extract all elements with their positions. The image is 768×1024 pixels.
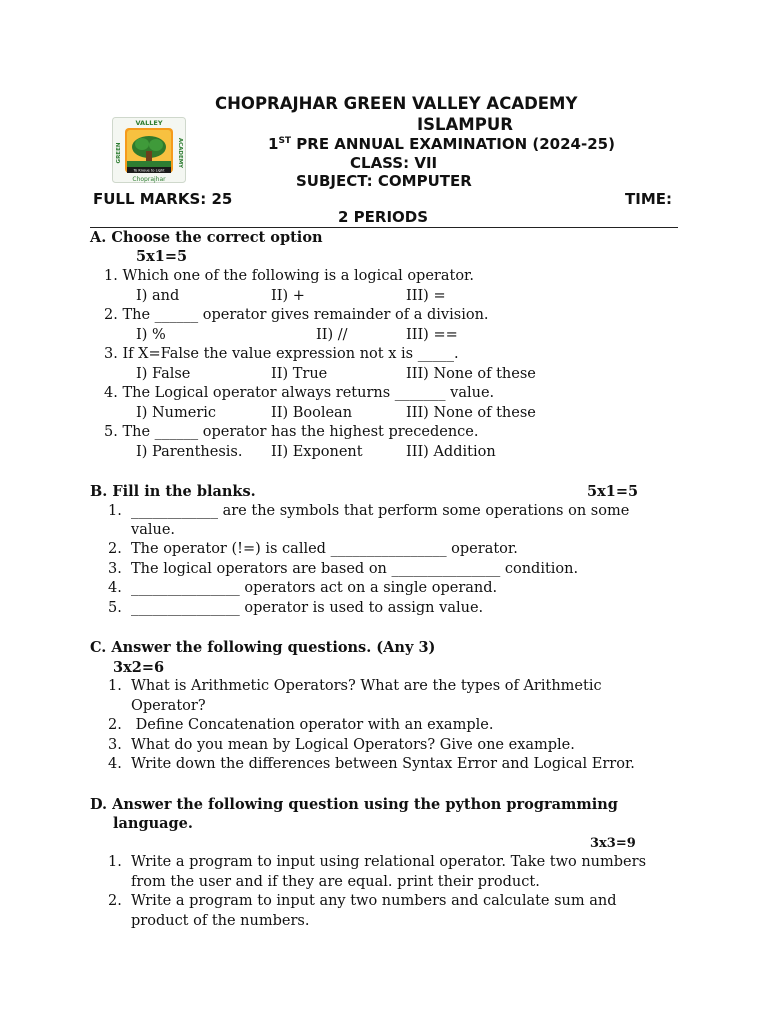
question-c3-text: What do you mean by Logical Operators? Give one example. [131,737,575,753]
option-a4-3: III) None of these [406,405,536,421]
question-c4-text: Write down the differences between Syntax Error and Logical Error. [131,756,635,772]
option-a5-3: III) Addition [406,444,496,460]
question-a2: 2. The ______ operator gives remainder of a division. [104,307,489,323]
section-d-title: D. Answer the following question using the python programming [90,796,618,813]
logo-bottom-text: Choprajhar [132,176,166,183]
class-label: CLASS: VII [350,154,438,172]
section-b-marks: 5x1=5 [587,483,639,500]
blank-b5-text: _______________ operator is used to assign value. [131,600,484,616]
question-a5: 5. The ______ operator has the highest precedence. [104,424,479,440]
option-a1-2: II) + [271,288,305,304]
option-a2-1: I) % [136,327,166,343]
section-a-title: A. Choose the correct option [90,229,323,246]
option-a3-1: I) False [136,366,191,382]
option-a2-2: II) // [316,327,348,343]
option-a1-1: I) and [136,288,180,304]
blank-b2-number: 2. [108,541,122,557]
question-d2-text: Write a program to input any two numbers and calculate sum and [131,893,617,909]
question-a1: 1. Which one of the following is a logical operator. [104,268,475,284]
question-a3: 3. If X=False the value expression not x is _____. [104,346,459,362]
option-a5-1: I) Parenthesis. [136,444,243,460]
option-a3-3: III) None of these [406,366,536,382]
blank-b1-text-cont: value. [131,522,176,538]
section-d-title-cont: language. [113,815,193,832]
option-a4-1: I) Numeric [136,405,217,421]
question-c1-number: 1. [108,678,122,694]
question-c2-text: Define Concatenation operator with an example. [131,717,494,733]
section-a-marks: 5x1=5 [136,248,188,265]
option-a5-2: II) Exponent [271,444,363,460]
blank-b3-number: 3. [108,561,122,577]
full-marks: FULL MARKS: 25 [93,190,233,208]
question-c1-text-cont: Operator? [131,698,206,714]
question-c3-number: 3. [108,737,122,753]
exam-title: 1ST PRE ANNUAL EXAMINATION (2024-25) [268,135,615,153]
question-d1-number: 1. [108,854,122,870]
blank-b4-text: _______________ operators act on a single operand. [131,580,498,596]
section-b-title: B. Fill in the blanks. [90,483,256,500]
question-d1-text-cont: from the user and if they are equal. print their product. [131,874,540,890]
question-d1-text: Write a program to input using relational operator. Take two numbers [131,854,647,870]
section-c-marks: 3x2=6 [113,659,165,676]
blank-b1-text: ____________ are the symbols that perform some operations on some [131,503,630,519]
option-a3-2: II) True [271,366,328,382]
school-place: ISLAMPUR [417,115,513,134]
question-c4-number: 4. [108,756,122,772]
blank-b1-number: 1. [108,503,122,519]
logo-top-text: VALLEY [135,119,163,127]
option-a2-3: III) == [406,327,458,343]
blank-b3-text: The logical operators are based on _______________ condition. [131,561,579,577]
school-logo [112,117,186,183]
question-d2-number: 2. [108,893,122,909]
periods-label: 2 PERIODS [338,208,429,226]
subject-label: SUBJECT: COMPUTER [296,172,472,190]
question-d2-text-cont: product of the numbers. [131,913,310,929]
question-c1-text: What is Arithmetic Operators? What are the types of Arithmetic [131,678,602,694]
school-name: CHOPRAJHAR GREEN VALLEY ACADEMY [215,94,578,113]
section-c-title: C. Answer the following questions. (Any 3) [90,639,436,656]
time-label: TIME: [625,190,672,208]
question-a4: 4. The Logical operator always returns _______ value. [104,385,495,401]
header-divider [90,227,678,228]
option-a4-2: II) Boolean [271,405,353,421]
blank-b4-number: 4. [108,580,122,596]
logo-left-text: GREEN [116,142,122,164]
logo-motto: To Knoue to Light [133,168,165,173]
section-d-marks: 3x3=9 [590,836,636,851]
logo-right-text: ACADEMY [177,137,183,169]
option-a1-3: III) = [406,288,446,304]
blank-b5-number: 5. [108,600,122,616]
blank-b2-text: The operator (!=) is called ________________ operator. [131,541,518,557]
question-c2-number: 2. [108,717,122,733]
